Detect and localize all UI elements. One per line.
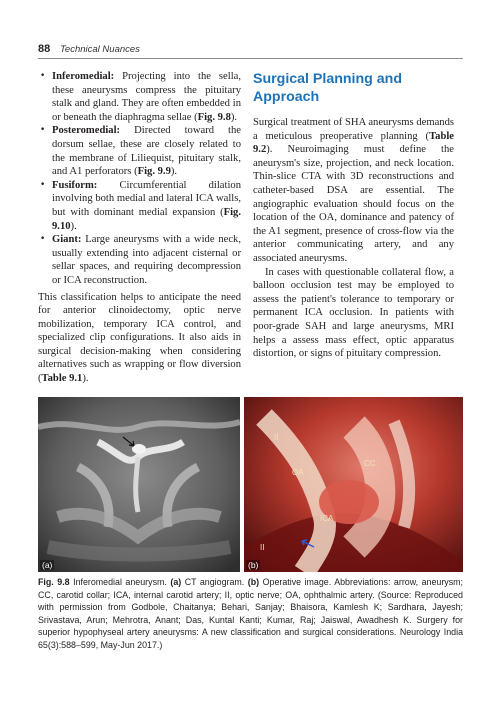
operative-image [244,397,463,572]
list-item-text: Large aneurysms with a wide neck, usually extending into adjacent cisternal or sellar spaces, and requiring decompression or ICA reconstruction. [52,234,241,286]
caption-text: Inferomedial aneurysm. [69,577,171,587]
table-reference-link[interactable]: Table 9.1 [41,373,83,385]
list-item [38,70,241,124]
list-item-text-end: ). [170,166,178,178]
list-item-term: Inferomedial: [52,71,115,82]
right-column [253,70,454,361]
paragraph-text: This classification helps to anticipate the need for anterior clinoidectomy, optic nerve mobilization, temporary ICA control, and specialized clip configurations. It also aids in surgical decision-making when considering alternatives such as wrapping or flow diversion ( [38,291,241,385]
list-item-term: Giant: [52,234,82,246]
bullet-icon: • [40,71,46,81]
panel-a-label: (a) [42,560,53,570]
paragraph-text-end: ). Neuroimaging must define the aneurysm's size, projection, and neck location. Thin-slice CTA with 3D reconstructions and catheter-based DSA are essential. The angiographic evaluation should focus on the location of the OA, dominance and patency of the A1 segment, presence of cross-flow via the anterior communicating artery, and any associated aneurysms. [253,144,454,264]
ct-angiogram-illustration [38,397,240,572]
section-heading: Surgical Planning and Approach [253,71,402,105]
page-number: 88 [38,43,51,55]
list-item [38,179,241,233]
list-item-text-end: ). [70,220,77,232]
paragraph-text: Surgical treatment of SHA aneurysms demands a meticulous preoperative planning ( [253,117,454,142]
aneurysm-type-list [38,70,241,288]
running-title: Technical Nuances [60,44,140,55]
caption-panel-b-label: (b) [247,577,260,587]
list-item-text: Circumferential dilation involving both medial and lateral ICA walls, but with dominant medial expansion ( [52,179,241,218]
figure-reference-link[interactable]: Fig. 9.8 [197,111,231,123]
occlusion-test-paragraph: In cases with questionable collateral flow, a balloon occlusion test may be employed to assess the patient's tolerance to temporary or permanent ICA occlusion. In patients with poor-grade SAH and large aneurysms, MRI helps a assess mass effect, optic apparatus distortion, or signs of pituitary compression. [253,266,454,360]
list-item [38,124,241,178]
header-rule [38,58,463,59]
annotation-ica: ICA [320,514,334,523]
panel-b-label: (b) [248,560,259,570]
bullet-icon: • [40,179,46,190]
figure-reference-link[interactable]: Fig. 9.10 [52,206,241,232]
table-reference-link[interactable]: Table 9.2 [253,130,454,156]
list-item [38,233,241,287]
list-item-term: Posteromedial: [52,125,121,137]
operative-image-illustration [244,397,463,572]
left-column [38,70,241,386]
paragraph-text-end: ). [82,373,89,385]
annotation-carotid-collar: CC [364,459,376,468]
list-item-term: Fusiform: [52,179,98,191]
list-item-text: Projecting into the sella, these aneurysms compress the pituitary stalk and gland. They are often embedded in or beneath the diaphragma sellae ( [52,71,241,123]
classification-paragraph [38,291,241,386]
running-header [38,40,463,62]
figure-caption [38,576,463,652]
annotation-ophthalmic-artery: OA [292,468,304,477]
planning-paragraph [253,116,454,266]
figure-9-8 [38,397,463,572]
figure-reference-link[interactable]: Fig. 9.9 [137,166,171,178]
ct-angiogram-image [38,397,240,572]
list-item-text: Directed toward the dorsum sellae, these are closely related to the membrane of Liliequist, pituitary stalk, and A1 perforators ( [52,125,241,178]
caption-figure-label: Fig. 9.8 [38,577,70,587]
bullet-icon: • [40,125,46,136]
caption-panel-a-label: (a) [170,577,182,587]
bullet-icon: • [40,234,46,245]
annotation-optic-nerve-bottom: II [260,543,265,552]
caption-text: CT angiogram. [181,577,248,587]
caption-text: Operative image. Abbreviations: arrow, aneurysm; CC, carotid collar; ICA, internal carotid artery; II, optic nerve; OA, ophthalmic artery. (Source: Reproduced with permission from Godbole, Chaitanya; Behari, Sanjay; Bhaisora, Kamlesh K; Sardhara, Jayesh; Srivastava, Arun; Mehrotra, Anant; Das, Kuntal Kanti; Kumar, Raj; Jaiswal, Awadhesh K. Surgery for superior hypophyseal artery aneurysms: A new classification and surgical considerations. Neurology India 65(3):588–599, May-Jun 2017.) [38,577,464,650]
annotation-optic-nerve-top: II [274,433,279,442]
list-item-text-end: ). [230,111,238,123]
